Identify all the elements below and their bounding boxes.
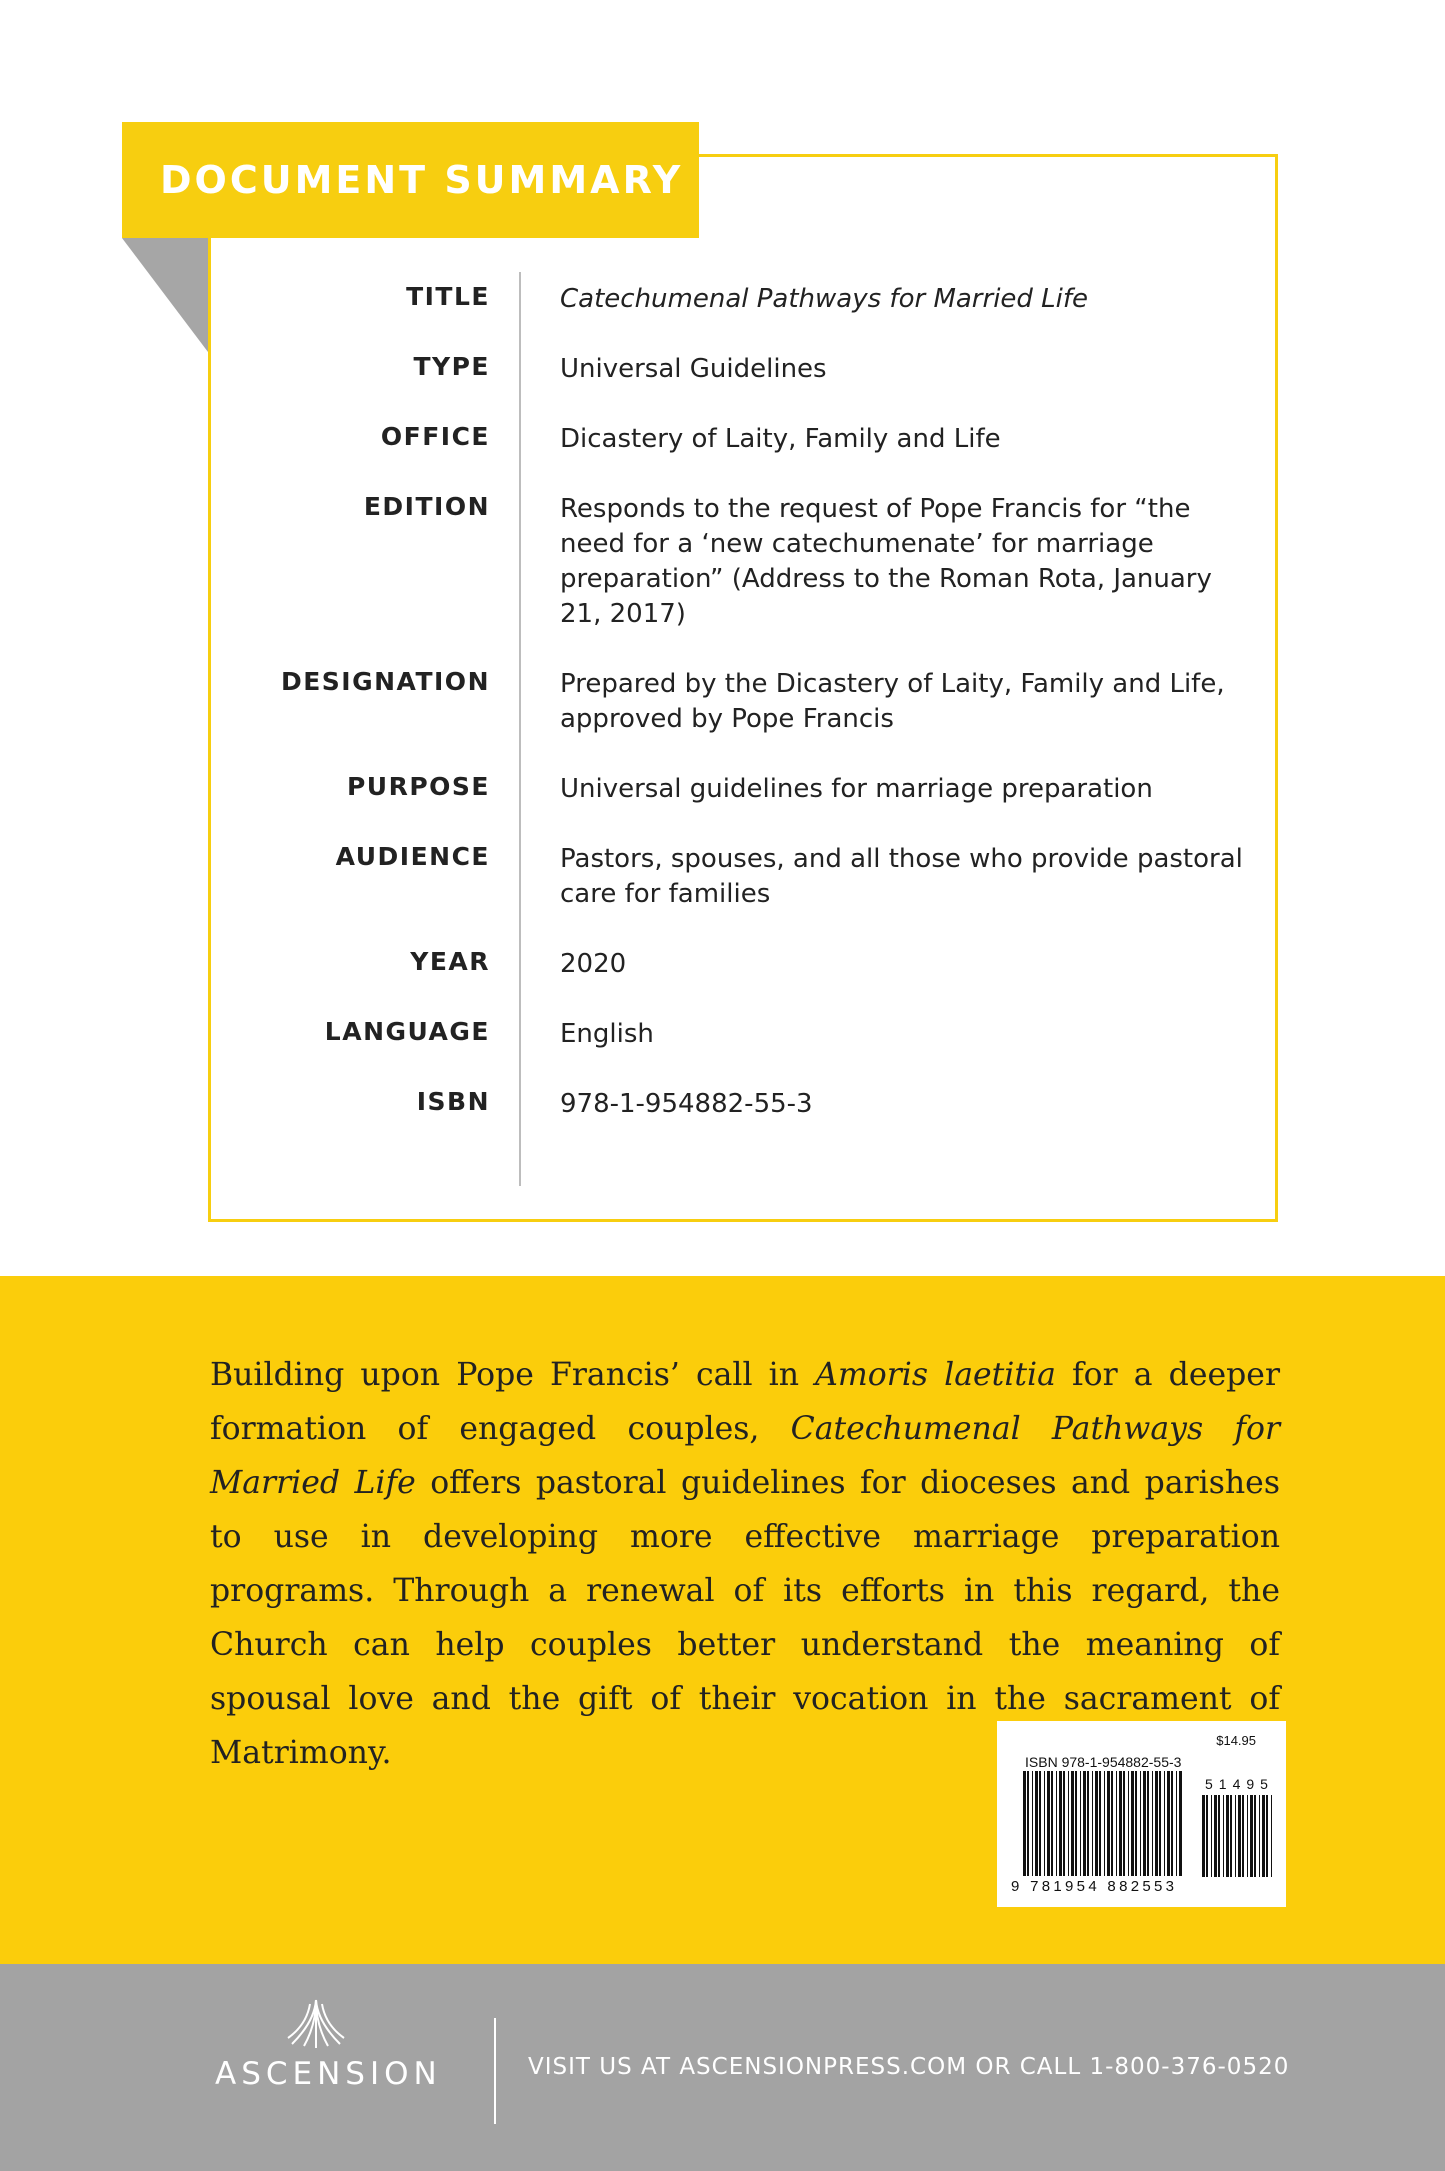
row-value: Pastors, spouses, and all those who provide pastoral care for families (560, 844, 1243, 909)
blurb-italic-title: Amoris laetitia (815, 1357, 1056, 1393)
row-value: 2020 (560, 949, 627, 979)
footer-divider (494, 2018, 496, 2124)
ascension-logo-icon (286, 1994, 346, 2050)
row-label: OFFICE (380, 422, 490, 451)
barcode-isbn: ISBN 978-1-954882-55-3 (1025, 1754, 1182, 1770)
footer-contact: VISIT US AT ASCENSIONPRESS.COM OR CALL 1-800-376-0520 (528, 2054, 1290, 2080)
blurb-text: Building upon Pope Francis’ call in (210, 1357, 816, 1393)
row-label: DESIGNATION (280, 667, 490, 696)
barcode-box (997, 1721, 1286, 1907)
tab-fold-decoration (122, 238, 208, 352)
row-value: Universal Guidelines (560, 354, 827, 384)
row-value: Universal guidelines for marriage preparation (560, 774, 1153, 804)
barcode-digits: 9 781954 882553 (1011, 1878, 1178, 1895)
blurb-text: offers pastoral guidelines for dioceses and parishes to use in developing more effective marriage preparation programs. Through a renewal of its efforts in this regard, the Church can help couples better understand the meaning of spousal love and the gift of their vocation in the sacrament of Matrimony. (210, 1465, 1280, 1771)
summary-divider (519, 272, 521, 1186)
row-label: ISBN (416, 1087, 490, 1116)
price: $14.95 (1216, 1733, 1256, 1748)
addon-digits: 51495 (1205, 1776, 1274, 1792)
row-label: EDITION (363, 492, 490, 521)
row-value: Responds to the request of Pope Francis for “the need for a ‘new catechumenate’ for marriage preparation” (Address to the Roman Rota, January 21, 2017) (560, 494, 1212, 629)
row-value: Dicastery of Laity, Family and Life (560, 424, 1001, 454)
row-label: YEAR (410, 947, 490, 976)
row-label: LANGUAGE (324, 1017, 490, 1046)
summary-heading: DOCUMENT SUMMARY (122, 122, 699, 238)
footer (0, 1964, 1445, 2171)
blurb-paragraph (210, 1348, 1280, 1780)
row-value: 978-1-954882-55-3 (560, 1089, 813, 1119)
row-label: AUDIENCE (335, 842, 490, 871)
blurb-italic-title: Catechumenal Pathways for Married Life (210, 1411, 1281, 1501)
ascension-logo-text: ASCENSION (215, 2056, 442, 2092)
row-value: English (560, 1019, 654, 1049)
row-value: Prepared by the Dicastery of Laity, Family and Life, approved by Pope Francis (560, 669, 1225, 734)
row-label: TYPE (413, 352, 490, 381)
blurb-text: for a deeper formation of engaged couples, (210, 1357, 1280, 1447)
row-label: PURPOSE (346, 772, 490, 801)
row-value: Catechumenal Pathways for Married Life (560, 284, 1089, 314)
row-label: TITLE (406, 282, 490, 311)
